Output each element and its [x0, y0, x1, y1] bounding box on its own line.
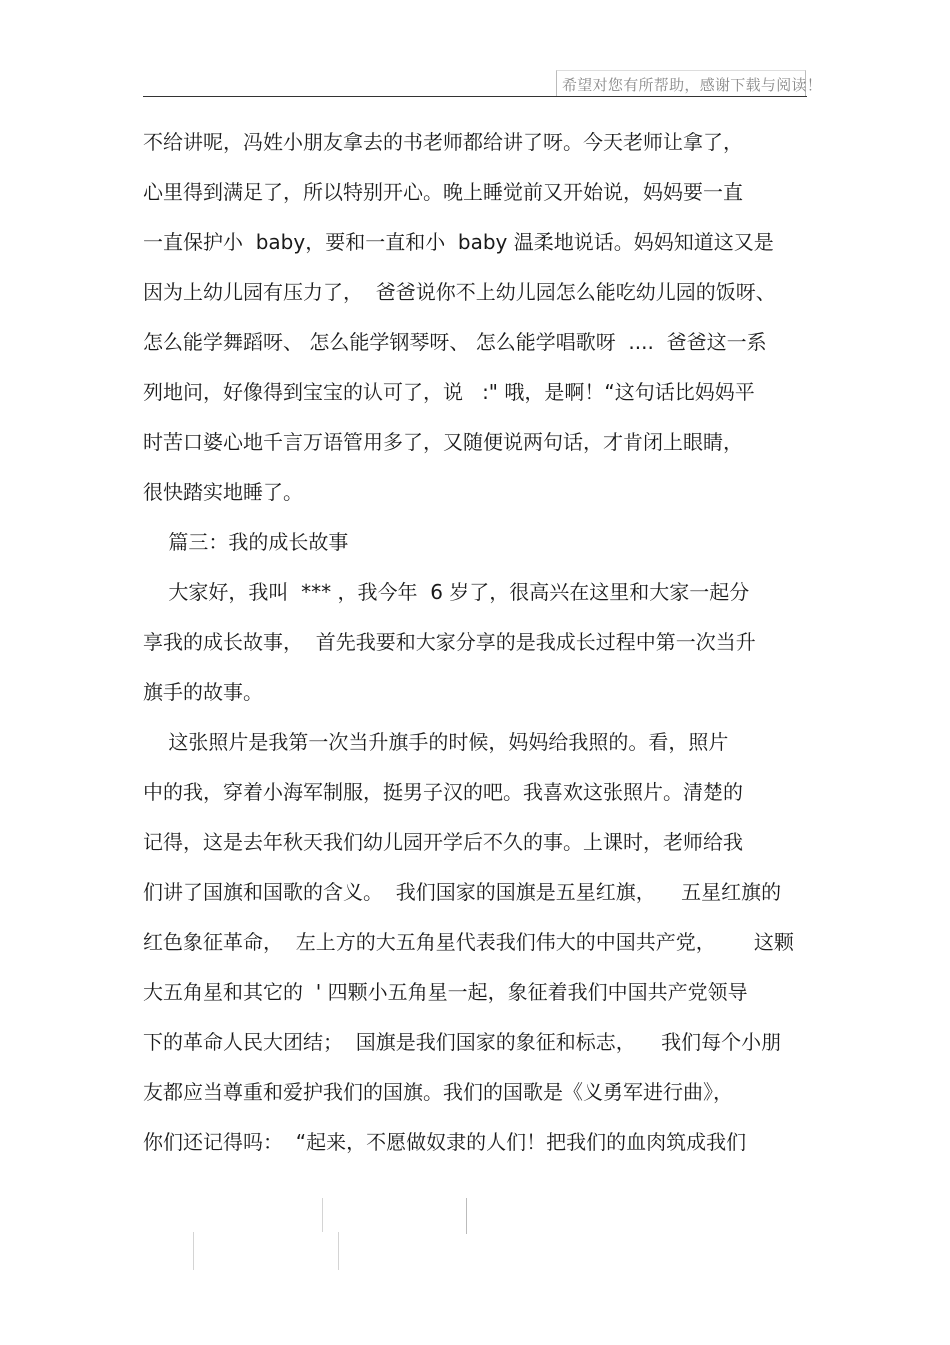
body-line: 中的我，穿着小海军制服，挺男子汉的吧。我喜欢这张照片。清楚的 [143, 780, 743, 804]
body-line: 大五角星和其它的 ' 四颗小五角星一起，象征着我们中国共产党领导 [143, 980, 748, 1004]
body-line: 旗手的故事。 [143, 680, 263, 704]
body-line: 很快踏实地睡了。 [143, 480, 303, 504]
body-line: 这张照片是我第一次当升旗手的时候，妈妈给我照的。看，照片 [143, 730, 729, 754]
body-line: 记得，这是去年秋天我们幼儿园开学后不久的事。上课时，老师给我 [143, 830, 743, 854]
body-line: 列地问，好像得到宝宝的认可了，说 :" 哦，是啊！“这句话比妈妈平 [143, 380, 755, 404]
header-divider [143, 96, 807, 97]
scan-artifact-line [193, 1232, 194, 1270]
body-line: 下的革命人民大团结； 国旗是我们国家的象征和标志， 我们每个小朋 [143, 1030, 782, 1054]
body-line: 怎么能学舞蹈呀、 怎么能学钢琴呀、 怎么能学唱歌呀 .... 爸爸这一系 [143, 330, 767, 354]
body-line: 享我的成长故事， 首先我要和大家分享的是我成长过程中第一次当升 [143, 630, 756, 654]
scan-artifact-line [322, 1198, 323, 1232]
body-line: 们讲了国旗和国歌的含义。 我们国家的国旗是五星红旗， 五星红旗的 [143, 880, 782, 904]
body-line: 你们还记得吗： “起来，不愿做奴隶的人们！把我们的血肉筑成我们 [143, 1130, 747, 1154]
body-line: 一直保护小 baby，要和一直和小 baby 温柔地说话。妈妈知道这又是 [143, 230, 774, 254]
section-heading: 篇三：我的成长故事 [143, 530, 349, 554]
body-line: 时苦口婆心地千言万语管用多了，又随便说两句话，才肯闭上眼睛， [143, 430, 743, 454]
body-line: 大家好，我叫 *** ，我今年 6 岁了，很高兴在这里和大家一起分 [143, 580, 750, 604]
body-line: 因为上幼儿园有压力了， 爸爸说你不上幼儿园怎么能吃幼儿园的饭呀、 [143, 280, 776, 304]
body-line: 不给讲呢，冯姓小朋友拿去的书老师都给讲了呀。今天老师让拿了， [143, 130, 743, 154]
body-line: 红色象征革命， 左上方的大五角星代表我们伟大的中国共产党， 这颗 [143, 930, 794, 954]
body-line: 友都应当尊重和爱护我们的国旗。我们的国歌是《义勇军进行曲》， [143, 1080, 733, 1104]
body-line: 心里得到满足了，所以特别开心。晚上睡觉前又开始说，妈妈要一直 [143, 180, 743, 204]
scan-artifact-line [338, 1232, 339, 1270]
scan-artifact-line [466, 1198, 467, 1234]
header-note: 希望对您有所帮助，感谢下载与阅读！ [562, 76, 823, 94]
